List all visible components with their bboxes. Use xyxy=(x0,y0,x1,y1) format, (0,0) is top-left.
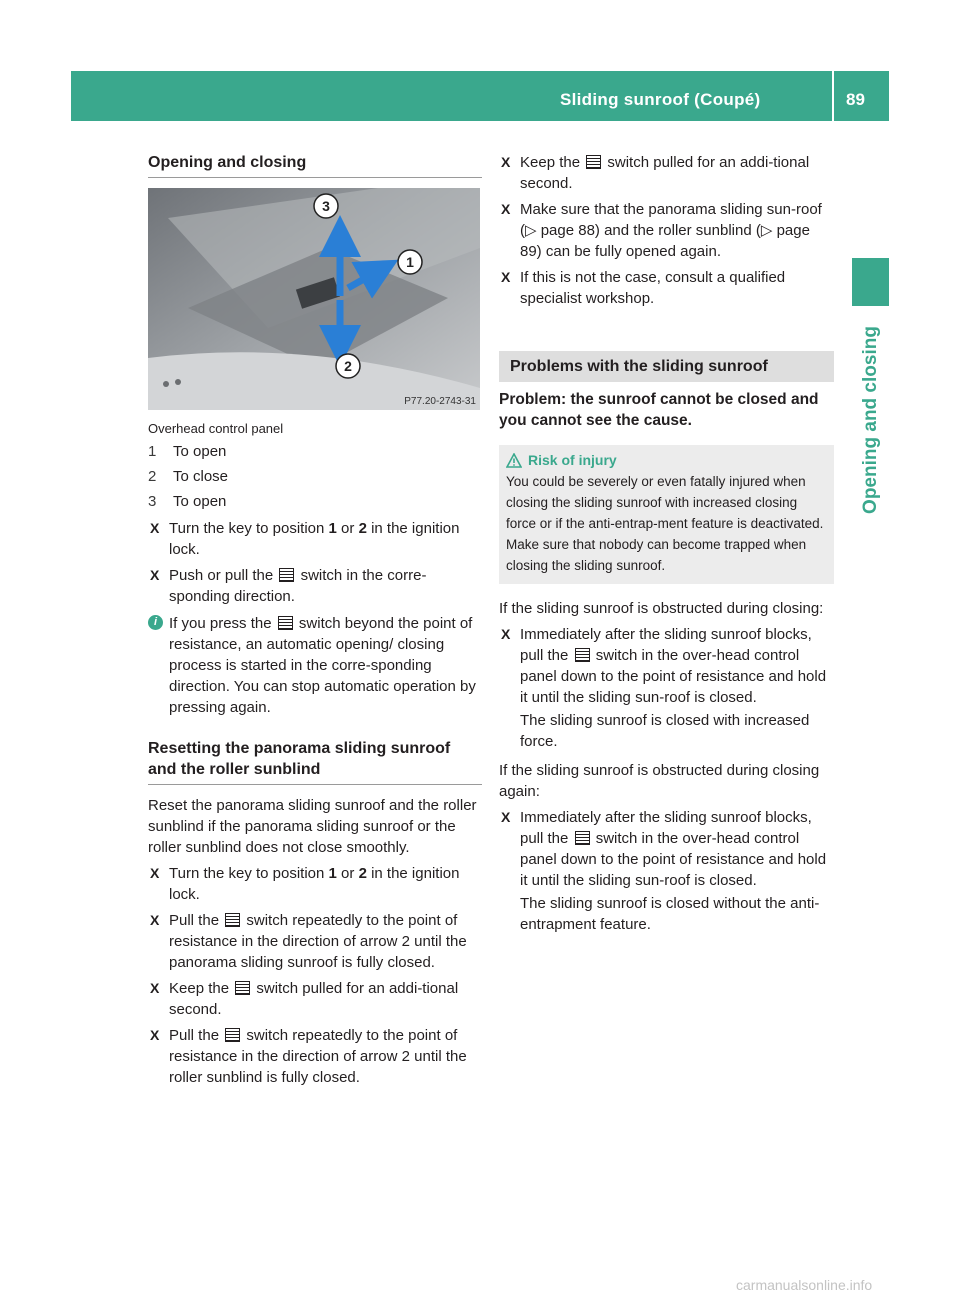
page-number: 89 xyxy=(846,90,865,109)
legend-item: 3 To open xyxy=(148,493,227,510)
warning-text: You could be severely or even fatally injured when closing the sliding sunroof with increased closing force or if the anti-entrap-ment feature is deactivated. Make sure that nobody can become trapped when closing the sliding sunroof. xyxy=(506,474,824,573)
instruction-step: X Turn the key to position 1 or 2 in the ignition lock. xyxy=(150,520,460,558)
side-tab-marker xyxy=(852,258,889,306)
switch-icon xyxy=(279,568,294,582)
switch-icon xyxy=(225,1028,240,1042)
instruction-step: X Immediately after the sliding sunroof blocks, pull the switch in the over-head control panel down to the point of resistance and hold it until the sliding sun-roof is closed. The sliding sunroof is closed with increased force. xyxy=(499,624,834,752)
warning-icon xyxy=(506,453,522,468)
page-ref-icon: ▷ xyxy=(525,222,541,239)
side-tab-label: Opening and closing xyxy=(859,326,881,514)
switch-icon xyxy=(586,155,601,169)
switch-icon xyxy=(235,981,250,995)
photo-reference: P77.20-2743-31 xyxy=(404,396,476,407)
instruction-step: X Pull the switch repeatedly to the point of resistance in the direction of arrow 2 until the panorama sliding sunroof is fully closed. xyxy=(150,912,467,971)
instruction-step: X Keep the switch pulled for an addi-tional second. xyxy=(150,980,459,1018)
subsection-title: Resetting the panorama sliding sunroof and the roller sunblind xyxy=(148,738,482,785)
warning-box xyxy=(499,445,834,584)
instruction-step: X Push or pull the switch in the corre-sponding direction. xyxy=(150,567,427,605)
overhead-panel-photo xyxy=(148,188,480,410)
switch-icon xyxy=(575,831,590,845)
instruction-step: X Pull the switch repeatedly to the point of resistance in the direction of arrow 2 until the roller sunblind is fully closed. xyxy=(150,1027,467,1086)
instruction-step: X Keep the switch pulled for an addi-tional second. xyxy=(501,154,810,192)
switch-icon xyxy=(225,913,240,927)
section-title: Opening and closing xyxy=(148,152,482,178)
instruction-step: X Immediately after the sliding sunroof blocks, pull the switch in the over-head control panel down to the point of resistance and hold it until the sliding sun-roof is closed. The sliding sunroof is closed without the anti-entrapment feature. xyxy=(499,807,834,935)
header-bar xyxy=(71,71,889,121)
legend-item: 2 To close xyxy=(148,468,229,485)
page-ref-icon: ▷ xyxy=(760,222,777,239)
step-result: The sliding sunroof is closed with increased force. xyxy=(520,712,810,750)
header-separator xyxy=(832,71,834,121)
paragraph: Reset the panorama sliding sunroof and the roller sunblind if the panorama sliding sunroof or the roller sunblind does not close smoothly. xyxy=(148,797,477,856)
instruction-step: X If this is not the case, consult a qualified specialist workshop. xyxy=(501,269,786,307)
section-title: Problems with the sliding sunroof xyxy=(499,351,834,382)
callout-2: 2 xyxy=(344,358,352,374)
info-icon: i xyxy=(148,615,163,630)
callout-1: 1 xyxy=(406,254,414,270)
photo-caption: Overhead control panel xyxy=(148,421,284,436)
problem-heading: Problem: the sunroof cannot be closed and you cannot see the cause. xyxy=(499,391,819,429)
instruction-step: X Turn the key to position 1 or 2 in the ignition lock. xyxy=(150,865,460,903)
footer-watermark: carmanualsonline.info xyxy=(736,1277,873,1293)
switch-icon xyxy=(575,648,590,662)
instruction-step: X Make sure that the panorama sliding sun-roof (▷ page 88) and the roller sunblind (▷ page 89) can be fully opened again. xyxy=(501,201,822,260)
paragraph: If the sliding sunroof is obstructed during closing again: xyxy=(499,762,820,800)
right-column xyxy=(499,152,834,935)
callout-3: 3 xyxy=(322,198,330,214)
paragraph: If the sliding sunroof is obstructed during closing: xyxy=(499,600,824,617)
left-column xyxy=(148,152,482,1088)
header-title: Sliding sunroof (Coupé) xyxy=(560,90,761,109)
legend-item: 1 To open xyxy=(148,443,227,460)
warning-title: Risk of injury xyxy=(528,452,617,468)
step-result: The sliding sunroof is closed without the anti-entrapment feature. xyxy=(520,895,820,933)
switch-icon xyxy=(278,616,293,630)
info-note: i If you press the switch beyond the point of resistance, an automatic opening/ closing process is started in the corre-sponding direction. You can stop automatic operation by pressing again. xyxy=(148,613,482,718)
